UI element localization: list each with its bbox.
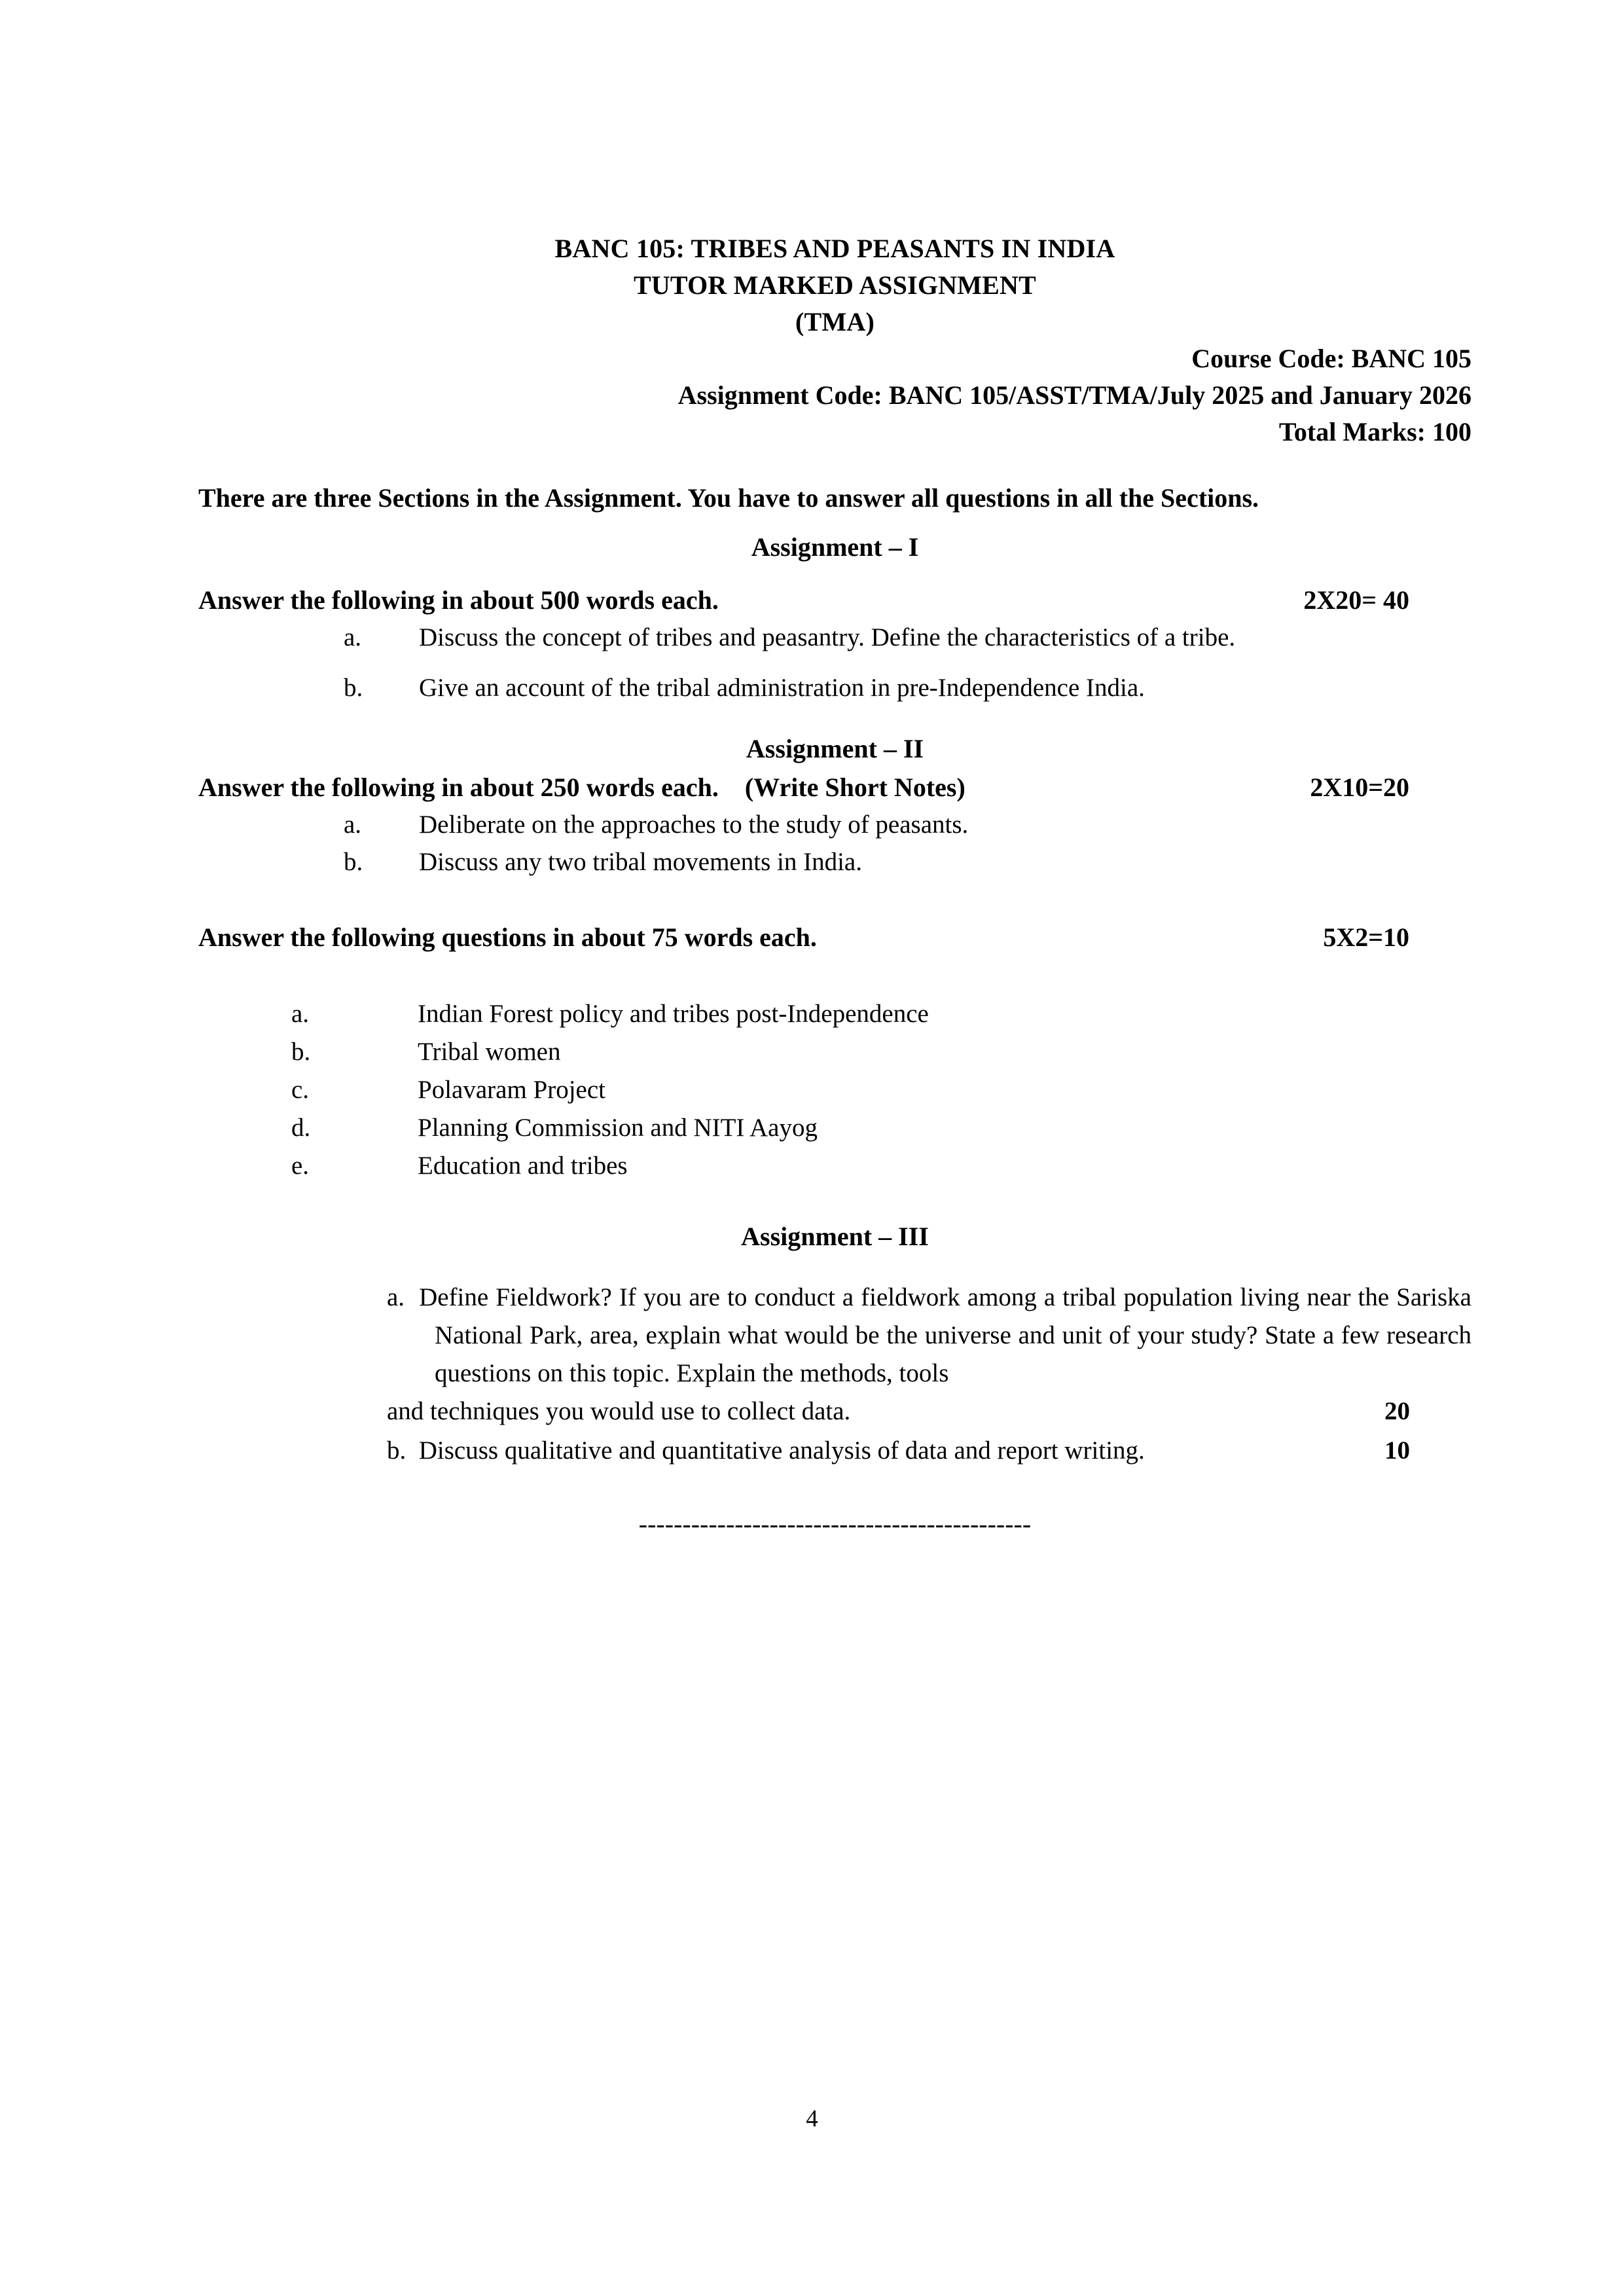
- course-meta-block: [198, 340, 1471, 450]
- list-item-text: Indian Forest policy and tribes post-Independence: [418, 1000, 929, 1028]
- page-title-line-3: (TMA): [795, 307, 875, 337]
- assignment-code: Assignment Code: BANC 105/ASST/TMA/July 2025 and January 2026: [677, 380, 1471, 410]
- list-item-text: Deliberate on the approaches to the study of peasants.: [419, 811, 969, 839]
- list-marker: a.: [344, 623, 362, 651]
- list-item-paragraph: [387, 1279, 1471, 1393]
- list-item: [198, 1109, 1471, 1147]
- list-item-lastline: [387, 1393, 1471, 1430]
- list-marker: d.: [291, 1114, 311, 1142]
- instruction-short-answers: [198, 919, 1471, 956]
- list-marker: b.: [344, 674, 363, 702]
- list-item: [198, 669, 1471, 706]
- heading-assignment-2: Assignment – II: [746, 734, 924, 763]
- instruction-assignment-1: [198, 581, 1471, 619]
- list-item-text: Polavaram Project: [418, 1076, 605, 1104]
- list-item-text: Discuss any two tribal movements in India.: [419, 848, 862, 876]
- list-item-text: Tribal women: [418, 1038, 561, 1066]
- list-marker: b.: [291, 1038, 311, 1066]
- list-marker: c.: [291, 1076, 310, 1104]
- list-marker: b.: [387, 1436, 406, 1465]
- list-item: [198, 619, 1471, 656]
- list-marker: b.: [344, 848, 363, 876]
- list-item: [198, 806, 1471, 843]
- list-item: [198, 843, 1471, 881]
- list-item: [198, 1147, 1471, 1185]
- list-item: [293, 1279, 1471, 1430]
- heading-assignment-1: Assignment – I: [751, 532, 919, 562]
- section-separator: ---------------------------------------------: [638, 1509, 1032, 1539]
- page-content: [198, 0, 1471, 1540]
- heading-assignment-3: Assignment – III: [741, 1222, 929, 1251]
- intro-paragraph: There are three Sections in the Assignment. You have to answer all questions in all the Sections.: [198, 483, 1259, 513]
- document-title-block: [198, 0, 1471, 340]
- list-item: [198, 995, 1471, 1033]
- instruction-marks: 5X2=10: [1323, 922, 1409, 952]
- list-item-text: Define Fieldwork? If you are to conduct a fieldwork among a tribal population living near the Sariska National Park, area, explain what would be the universe and unit of your study? State a few research questions on this topic. Explain the methods, tools: [419, 1283, 1471, 1387]
- list-marker: a.: [291, 1000, 310, 1028]
- list-item-lastline: [387, 1432, 1471, 1470]
- instruction-text: Answer the following in about 500 words each.: [198, 585, 719, 615]
- list-item: [198, 1071, 1471, 1109]
- instruction-assignment-2: [198, 769, 1471, 806]
- list-item: [293, 1432, 1471, 1470]
- list-item-text: Education and tribes: [418, 1152, 628, 1180]
- list-item-text: Discuss the concept of tribes and peasantry. Define the characteristics of a tribe.: [419, 623, 1236, 651]
- list-item-text: Planning Commission and NITI Aayog: [418, 1114, 818, 1142]
- question-list-assignment-1: [198, 619, 1471, 706]
- list-item-text-continued: and techniques you would use to collect data.: [387, 1397, 851, 1425]
- page-title-line-1: BANC 105: TRIBES AND PEASANTS IN INDIA: [554, 234, 1115, 263]
- list-item-text: Give an account of the tribal administration in pre-Independence India.: [419, 674, 1145, 702]
- question-list-assignment-3: [198, 1279, 1471, 1470]
- question-list-assignment-2: [198, 806, 1471, 881]
- page-title-line-2: TUTOR MARKED ASSIGNMENT: [633, 270, 1037, 300]
- list-item-text-body: Discuss qualitative and quantitative analysis of data and report writing.: [418, 1436, 1145, 1465]
- instruction-marks: 2X10=20: [1310, 773, 1409, 802]
- question-list-short-answers: [198, 995, 1471, 1185]
- page-number: 4: [806, 2105, 818, 2132]
- instruction-text: Answer the following in about 250 words each. (Write Short Notes): [198, 773, 965, 802]
- list-marker: a.: [344, 811, 362, 839]
- course-code: Course Code: BANC 105: [1191, 344, 1471, 373]
- list-item-text: [387, 1432, 1145, 1470]
- list-item: [198, 1033, 1471, 1071]
- question-marks: 20: [1384, 1397, 1410, 1425]
- list-marker: a.: [387, 1283, 405, 1311]
- total-marks: Total Marks: 100: [1278, 417, 1471, 446]
- instruction-text: Answer the following questions in about 75 words each.: [198, 922, 817, 952]
- question-marks: 10: [1384, 1436, 1410, 1465]
- instruction-marks: 2X20= 40: [1303, 585, 1409, 615]
- list-marker: e.: [291, 1152, 310, 1180]
